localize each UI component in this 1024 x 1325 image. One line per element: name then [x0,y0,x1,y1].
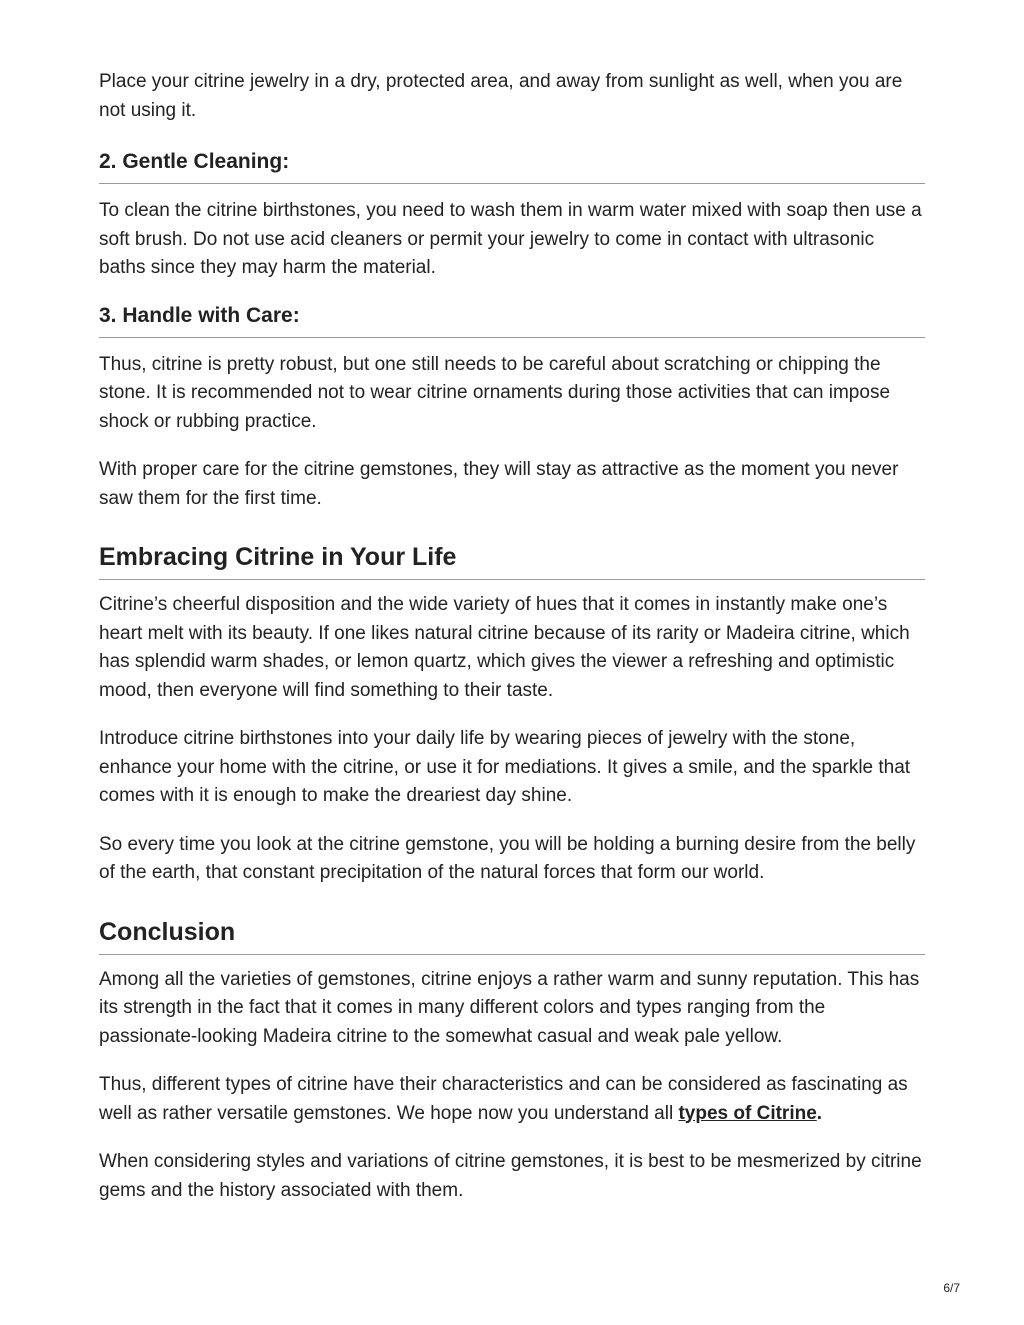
heading-gentle-cleaning: 2. Gentle Cleaning: [99,149,925,184]
paragraph-handle-with-care: Thus, citrine is pretty robust, but one still needs to be careful about scratching or chipping the stone. It is recommended not to wear citrine ornaments during those activities that can impose shock or rubbing practice. [99,353,891,432]
paragraph-cheerful-disposition: Citrine’s cheerful disposition and the wide variety of hues that it comes in instantly make one’s heart melt with its beauty. If one likes natural citrine because of its rarity or Madeira citrine, which has splendid warm shades, or lemon quartz, which gives the viewer a refreshing and optimistic mood, then everyone will find something to their taste. [99,594,910,701]
paragraph-burning-desire: So every time you look at the citrine gemstone, you will be holding a burning desire from the belly of the earth, that constant precipitation of the natural forces that form our world. [99,833,916,883]
heading-embracing-citrine: Embracing Citrine in Your Life [99,541,925,580]
heading-conclusion: Conclusion [99,916,925,955]
paragraph-styles-variations: When considering styles and variations of citrine gemstones, it is best to be mesmerized by citrine gems and the history associated with them. [99,1151,922,1201]
paragraph-daily-life: Introduce citrine birthstones into your daily life by wearing pieces of jewelry with the stone, enhance your home with the citrine, or use it for mediations. It gives a smile, and the sparkle that comes with it is enough to make the dreariest day shine. [99,728,911,806]
paragraph-proper-care: With proper care for the citrine gemstones, they will stay as attractive as the moment you never saw them for the first time. [99,459,899,509]
paragraph-types-of-citrine [99,1071,925,1128]
types-of-citrine-link[interactable]: types of Citrine [678,1102,817,1124]
paragraph-varieties: Among all the varieties of gemstones, citrine enjoys a rather warm and sunny reputation. This has its strength in the fact that it comes in many different colors and types ranging from the passionate-looking Madeira citrine to the somewhat casual and weak pale yellow. [99,968,920,1047]
paragraph-storage: Place your citrine jewelry in a dry, protected area, and away from sunlight as well, when you are not using it. [99,71,903,121]
paragraph-types-end: . [816,1102,823,1124]
page-number: 6/7 [943,1281,960,1295]
paragraph-types-text: Thus, different types of citrine have their characteristics and can be considered as fascinating as well as rather versatile gemstones. We hope now you understand all [99,1074,908,1124]
paragraph-gentle-cleaning: To clean the citrine birthstones, you need to wash them in warm water mixed with soap then use a soft brush. Do not use acid cleaners or permit your jewelry to come in contact with ultrasonic baths since they may harm the material. [99,200,922,278]
article-body [99,68,925,1225]
heading-handle-with-care: 3. Handle with Care: [99,303,925,338]
